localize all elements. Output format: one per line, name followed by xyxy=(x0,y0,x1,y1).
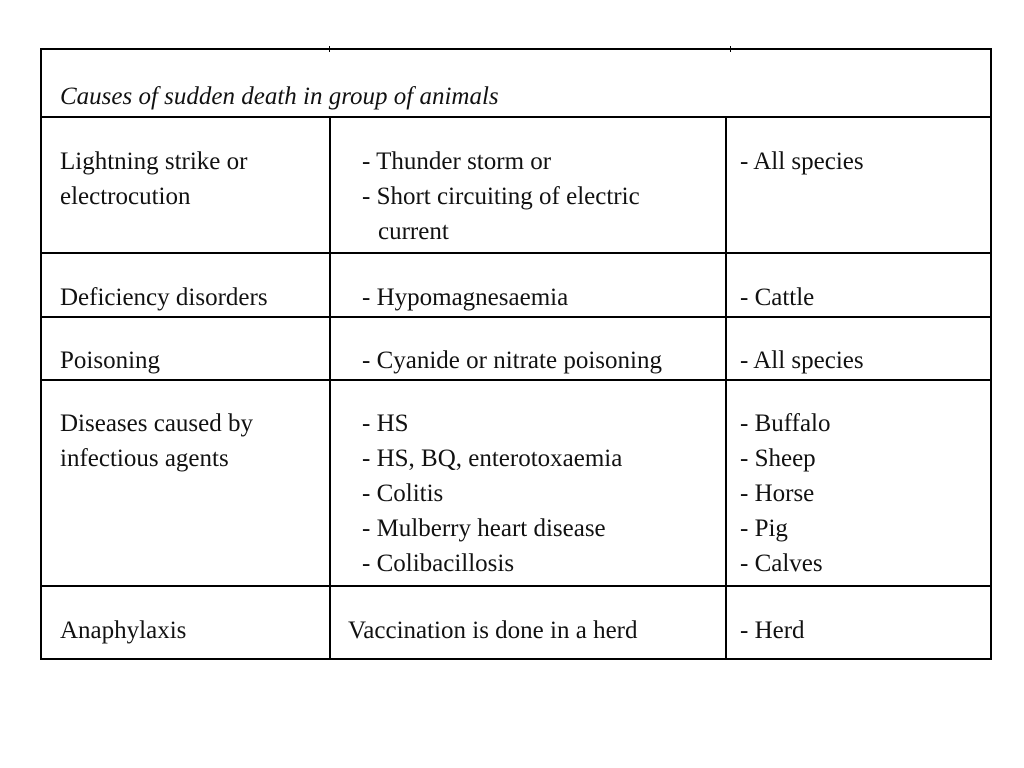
species-text: - Pig xyxy=(740,515,788,542)
details-cell xyxy=(329,254,725,316)
details-cell xyxy=(329,118,725,252)
species-text: - Buffalo xyxy=(740,410,831,437)
detail-text: - Short circuiting of electric xyxy=(362,183,640,210)
detail-text: - Colibacillosis xyxy=(362,550,515,577)
table-row xyxy=(42,587,990,658)
detail-text: - Mulberry heart disease xyxy=(362,515,606,542)
species-text: - Cattle xyxy=(740,284,815,311)
causes-table xyxy=(40,48,992,660)
species-cell xyxy=(725,381,990,585)
detail-text: - HS xyxy=(362,410,409,437)
cause-cell xyxy=(42,318,329,379)
table-row xyxy=(42,318,990,381)
cause-cell xyxy=(42,254,329,316)
cause-cell xyxy=(42,381,329,585)
table-title: Causes of sudden death in group of animals xyxy=(60,83,499,110)
cause-text: Deficiency disorders xyxy=(60,284,268,311)
species-cell xyxy=(725,254,990,316)
detail-text: - Hypomagnesaemia xyxy=(362,284,569,311)
species-text: - Horse xyxy=(740,480,815,507)
detail-text: - Cyanide or nitrate poisoning xyxy=(362,347,662,374)
cause-cell xyxy=(42,118,329,252)
species-text: - All species xyxy=(740,347,864,374)
table-row xyxy=(42,118,990,254)
table-title-row xyxy=(42,50,990,118)
species-text: - Calves xyxy=(740,550,823,577)
cause-text: Lightning strike or xyxy=(60,148,248,175)
details-cell xyxy=(329,318,725,379)
details-cell xyxy=(329,587,725,658)
cause-text: Poisoning xyxy=(60,347,161,374)
detail-text: Vaccination is done in a herd xyxy=(348,617,638,644)
detail-text: - HS, BQ, enterotoxaemia xyxy=(362,445,623,472)
detail-text: - Thunder storm or xyxy=(362,148,552,175)
cause-text: electrocution xyxy=(60,183,191,210)
species-text: - All species xyxy=(740,148,864,175)
table-row xyxy=(42,381,990,587)
species-cell xyxy=(725,318,990,379)
species-text: - Sheep xyxy=(740,445,816,472)
cause-cell xyxy=(42,587,329,658)
species-cell xyxy=(725,118,990,252)
cause-text: Anaphylaxis xyxy=(60,617,187,644)
species-text: - Herd xyxy=(740,617,805,644)
detail-text: - Colitis xyxy=(362,480,444,507)
detail-text: current xyxy=(378,218,449,245)
details-cell xyxy=(329,381,725,585)
cause-text: infectious agents xyxy=(60,445,229,472)
table-row xyxy=(42,254,990,318)
species-cell xyxy=(725,587,990,658)
cause-text: Diseases caused by xyxy=(60,410,253,437)
